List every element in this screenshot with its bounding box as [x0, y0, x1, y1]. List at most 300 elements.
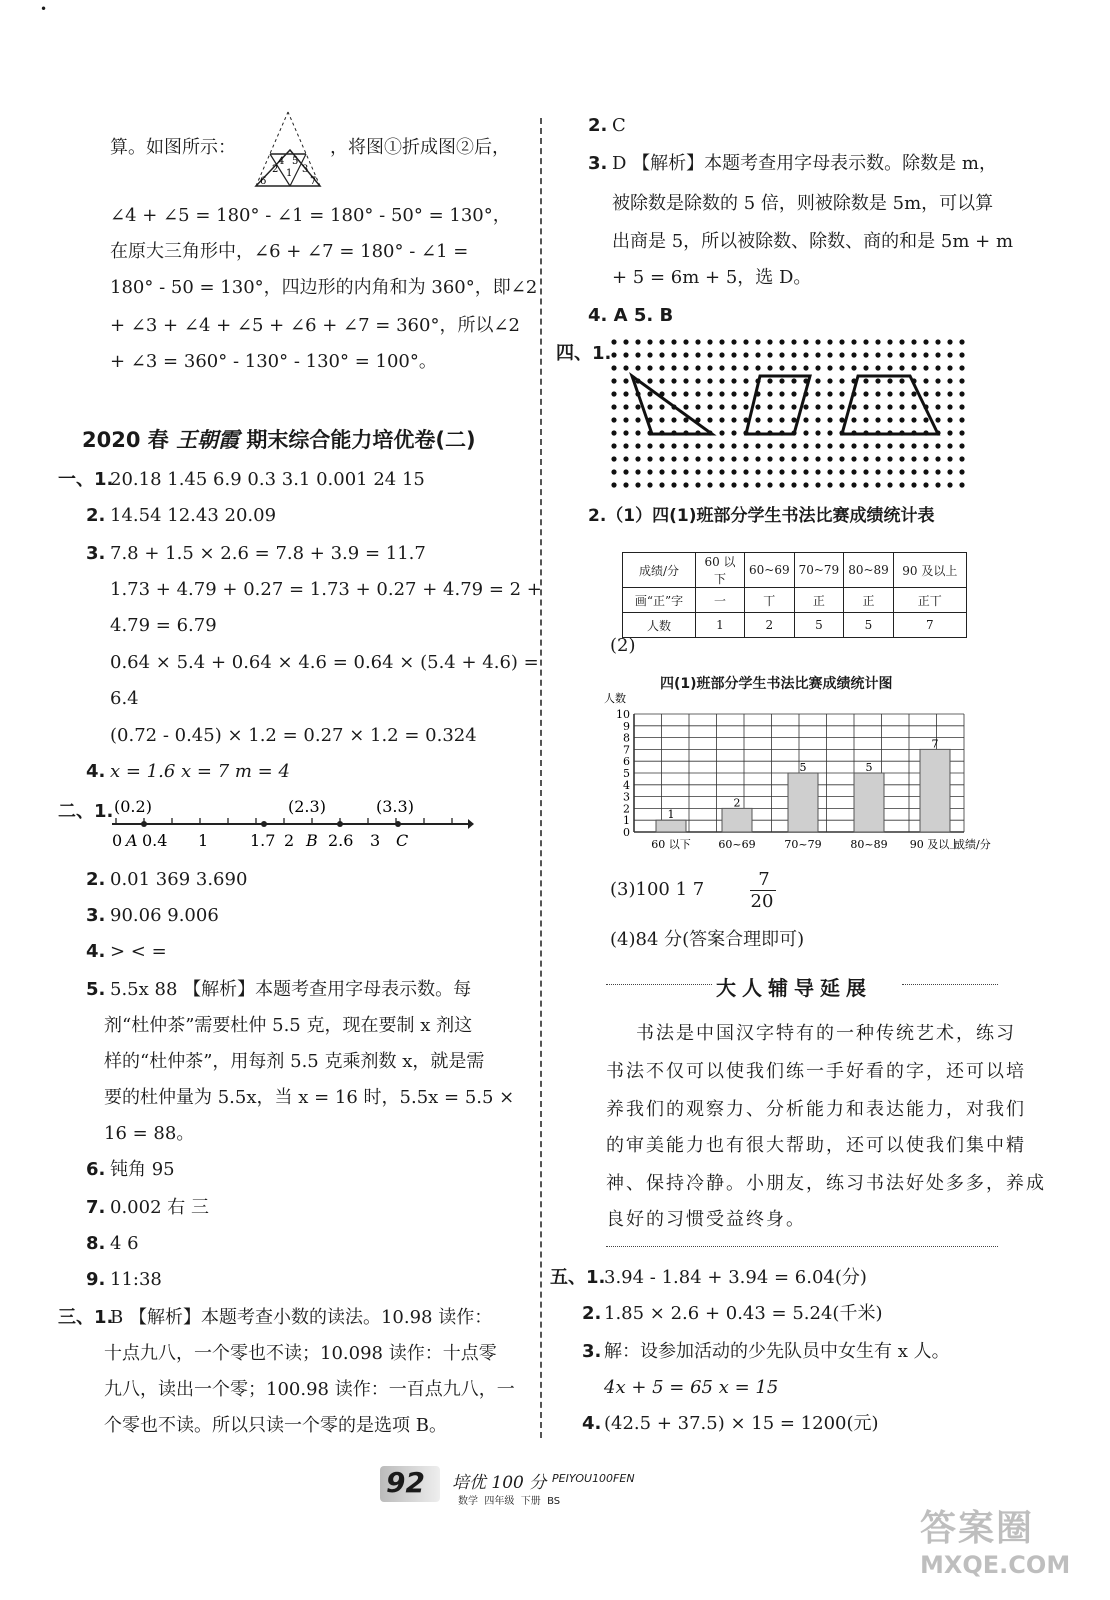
- nl-bottom-label: A: [126, 831, 138, 850]
- grid-dot: [779, 417, 784, 422]
- grid-dot: [731, 404, 736, 409]
- grid-dot: [815, 456, 820, 461]
- grid-dot: [659, 417, 664, 422]
- grid-dot: [767, 417, 772, 422]
- grid-dot: [755, 352, 760, 357]
- grid-dot: [875, 352, 880, 357]
- grid-dot: [887, 469, 892, 474]
- bar: [920, 749, 950, 832]
- grid-dot: [827, 469, 832, 474]
- chart-title: 四(1)班部分学生书法比赛成绩统计图: [660, 676, 893, 692]
- grid-dot: [635, 417, 640, 422]
- y-tick-label: 8: [623, 731, 630, 745]
- grid-dot: [707, 443, 712, 448]
- grid-dot: [875, 469, 880, 474]
- grid-dot: [779, 443, 784, 448]
- grid-dot: [815, 430, 820, 435]
- answer-line: (42.5 + 37.5) × 15 = 1200(元): [604, 1413, 879, 1434]
- q-number: 3.: [86, 905, 106, 926]
- grid-dot: [911, 365, 916, 370]
- grid-dot: [803, 365, 808, 370]
- answer-line: 4.79 = 6.79: [110, 615, 217, 636]
- nl-bottom-label: 3: [370, 831, 381, 850]
- grid-dot: [671, 417, 676, 422]
- grid-dot: [647, 352, 652, 357]
- answer-line: 解：设参加活动的少先队员中女生有 x 人。: [604, 1341, 950, 1362]
- grid-dot: [611, 430, 616, 435]
- grid-dot: [863, 469, 868, 474]
- table-cell: 70~79: [794, 553, 844, 588]
- grid-dot: [719, 378, 724, 383]
- grid-dot: [815, 365, 820, 370]
- grid-dot: [671, 352, 676, 357]
- grid-dot: [755, 469, 760, 474]
- grid-dot: [731, 482, 736, 487]
- grid-dot: [839, 378, 844, 383]
- grid-dot: [755, 404, 760, 409]
- grid-dot: [647, 404, 652, 409]
- grid-dot: [719, 391, 724, 396]
- grid-dot: [755, 417, 760, 422]
- grid-dot: [731, 430, 736, 435]
- grid-dot: [755, 443, 760, 448]
- grid-dot: [623, 404, 628, 409]
- box-rule: [902, 984, 998, 985]
- nl-top-label: (2.3): [288, 797, 326, 816]
- q-number: 3.: [582, 1341, 602, 1362]
- grid-dot: [839, 443, 844, 448]
- grid-dot: [899, 456, 904, 461]
- grid-dot: [935, 378, 940, 383]
- grid-dot: [923, 378, 928, 383]
- grid-dot: [623, 443, 628, 448]
- grid-dot: [923, 469, 928, 474]
- parallelogram-shape: [746, 376, 810, 434]
- box-text-line: 养我们的观察力、分析能力和表达能力，对我们: [606, 1099, 1026, 1120]
- x-tick-label: 70~79: [784, 838, 822, 851]
- answer-line: 十点九八，一个零也不读；10.098 读作：十点零: [104, 1343, 497, 1364]
- grid-dot: [743, 456, 748, 461]
- answer-line: 4. A 5. B: [588, 305, 674, 326]
- grid-dot: [899, 404, 904, 409]
- grid-dot: [695, 482, 700, 487]
- grid-dot: [863, 417, 868, 422]
- grid-dot: [887, 339, 892, 344]
- table-cell: 正丅: [893, 588, 966, 613]
- q-number: 8.: [86, 1233, 106, 1254]
- answer-line: 被除数是除数的 5 倍，则被除数是 5m，可以算: [612, 193, 994, 214]
- grid-dot: [695, 339, 700, 344]
- section-title-name: 期末综合能力培优卷(二): [246, 428, 476, 452]
- score-table: [622, 552, 967, 638]
- grid-dot: [839, 391, 844, 396]
- grid-dot: [851, 404, 856, 409]
- page-number: 92: [386, 1466, 425, 1499]
- grid-dot: [683, 365, 688, 370]
- grid-dot: [767, 339, 772, 344]
- grid-dot: [851, 456, 856, 461]
- grid-dot: [947, 443, 952, 448]
- grid-dot: [683, 404, 688, 409]
- answer-line: C: [612, 115, 626, 136]
- grid-dot: [647, 482, 652, 487]
- grid-dot: [707, 456, 712, 461]
- grid-dot: [935, 352, 940, 357]
- grid-dot: [767, 391, 772, 396]
- grid-dot: [815, 352, 820, 357]
- grid-dot: [755, 482, 760, 487]
- book-info: 数学 四年级 下册 BS: [458, 1496, 561, 1507]
- y-axis-label: 人数: [604, 692, 626, 705]
- grid-dot: [719, 404, 724, 409]
- grid-dot: [839, 482, 844, 487]
- tri-label: 6: [260, 176, 267, 187]
- grid-dot: [863, 391, 868, 396]
- sub-label: (2): [610, 635, 636, 656]
- grid-dot: [695, 391, 700, 396]
- grid-dot: [743, 482, 748, 487]
- table-cell: 正: [794, 588, 844, 613]
- grid-dot: [875, 404, 880, 409]
- grid-dot: [875, 482, 880, 487]
- grid-dot: [899, 443, 904, 448]
- grid-dot: [779, 339, 784, 344]
- grid-dot: [959, 456, 964, 461]
- grid-dot: [683, 443, 688, 448]
- grid-dot: [911, 404, 916, 409]
- grid-dot: [623, 365, 628, 370]
- grid-dot: [791, 339, 796, 344]
- grid-dot: [683, 482, 688, 487]
- grid-dot: [683, 339, 688, 344]
- grid-dot: [635, 404, 640, 409]
- q-number: 2.: [86, 505, 106, 526]
- grid-dot: [743, 365, 748, 370]
- q-label: 五、1.: [550, 1267, 606, 1288]
- grid-dot: [803, 352, 808, 357]
- answer-line: 0.64 × 5.4 + 0.64 × 4.6 = 0.64 × (5.4 + 4.6) =: [110, 652, 539, 673]
- table-cell: 人数: [623, 613, 696, 638]
- answer-line: D 【解析】本题考查用字母表示数。除数是 m，: [612, 153, 997, 174]
- triangle-figure: [248, 108, 328, 190]
- grid-dot: [779, 365, 784, 370]
- number-line: [108, 796, 474, 856]
- grid-dot: [935, 482, 940, 487]
- grid-dot: [923, 339, 928, 344]
- grid-dot: [635, 469, 640, 474]
- grid-dot: [827, 339, 832, 344]
- table-row: [623, 588, 967, 613]
- grid-dot: [659, 352, 664, 357]
- grid-dot: [611, 404, 616, 409]
- x-tick-label: 80~89: [850, 838, 888, 851]
- tri-label: 4: [278, 156, 285, 167]
- grid-dot: [863, 352, 868, 357]
- grid-dot: [791, 352, 796, 357]
- q-number: 2.: [588, 115, 608, 136]
- grid-dot: [767, 469, 772, 474]
- grid-dot: [923, 352, 928, 357]
- table-cell: 90 及以上: [893, 553, 966, 588]
- grid-dot: [731, 339, 736, 344]
- triangle-shape: [632, 376, 712, 434]
- box-text-line: 良好的习惯受益终身。: [606, 1209, 806, 1230]
- grid-dot: [659, 404, 664, 409]
- grid-dot: [863, 482, 868, 487]
- grid-dot: [623, 417, 628, 422]
- grid-dot: [875, 339, 880, 344]
- q-number: 7.: [86, 1197, 106, 1218]
- q-label: 一、1.: [58, 469, 114, 490]
- q-label: 二、1.: [58, 801, 114, 822]
- answer-line: 90.06 9.006: [110, 905, 219, 926]
- grid-dot: [791, 365, 796, 370]
- q-number: 5.: [86, 979, 106, 1000]
- grid-dot: [887, 417, 892, 422]
- grid-dot: [611, 391, 616, 396]
- table-cell: 80~89: [844, 553, 894, 588]
- grid-dot: [899, 469, 904, 474]
- grid-dot: [959, 352, 964, 357]
- brand-name: 培优 100 分: [452, 1473, 547, 1493]
- bar-chart: [596, 690, 1010, 860]
- grid-dot: [719, 456, 724, 461]
- bar-value-label: 2: [733, 796, 741, 810]
- grid-dot: [959, 404, 964, 409]
- watermark-text: 答案圈: [920, 1508, 1035, 1549]
- table-row: [623, 613, 967, 638]
- grid-dot: [827, 443, 832, 448]
- section-title-year: 2020 春: [82, 428, 169, 452]
- grid-dot: [635, 352, 640, 357]
- grid-dot: [803, 443, 808, 448]
- grid-dot: [803, 404, 808, 409]
- answer-line: 1.73 + 4.79 + 0.27 = 1.73 + 0.27 + 4.79 = 2 +: [110, 579, 542, 600]
- box-text-line: 书法是中国汉字特有的一种传统艺术，练习: [636, 1023, 1016, 1044]
- tri-label: 3: [302, 164, 309, 175]
- nl-bottom-label: 0: [112, 831, 123, 850]
- fraction-numerator: 7: [758, 869, 770, 890]
- y-tick-label: 1: [623, 814, 630, 828]
- nl-top-label: (0.2): [114, 797, 152, 816]
- grid-dot: [611, 482, 616, 487]
- table-cell: 2: [745, 613, 795, 638]
- grid-dot: [899, 352, 904, 357]
- x-tick-label: 90 及以上: [909, 838, 961, 851]
- grid-dot: [707, 482, 712, 487]
- grid-dot: [611, 443, 616, 448]
- grid-dot: [791, 456, 796, 461]
- grid-dot: [779, 352, 784, 357]
- answer-line: 样的“杜仲茶”，用每剂 5.5 克乘剂数 x，就是需: [104, 1051, 485, 1072]
- q-number: 2.: [86, 869, 106, 890]
- section-title: [82, 428, 476, 452]
- grid-dot: [743, 391, 748, 396]
- grid-dot: [947, 378, 952, 383]
- grid-dot: [731, 378, 736, 383]
- grid-dot: [767, 404, 772, 409]
- table-cell: 丅: [745, 588, 795, 613]
- grid-dot: [899, 365, 904, 370]
- bar: [722, 808, 752, 832]
- grid-dot: [695, 352, 700, 357]
- grid-dot: [719, 430, 724, 435]
- grid-dot: [923, 443, 928, 448]
- grid-dot: [731, 391, 736, 396]
- answer-line: (0.72 - 0.45) × 1.2 = 0.27 × 1.2 = 0.324: [110, 725, 477, 746]
- grid-dot: [707, 469, 712, 474]
- grid-dot: [887, 391, 892, 396]
- grid-dot: [791, 378, 796, 383]
- proof-line: 在原大三角形中，∠6 + ∠7 = 180° - ∠1 =: [110, 241, 469, 262]
- q-label: 三、1.: [58, 1307, 114, 1328]
- grid-dot: [731, 417, 736, 422]
- grid-dot: [671, 443, 676, 448]
- bar: [854, 773, 884, 832]
- grid-dot: [911, 339, 916, 344]
- grid-dot: [875, 391, 880, 396]
- grid-dot: [659, 456, 664, 461]
- table-cell: 7: [893, 613, 966, 638]
- grid-dot: [635, 430, 640, 435]
- box-rule: [606, 984, 712, 985]
- table-cell: 成绩/分: [623, 553, 696, 588]
- grid-dot: [851, 365, 856, 370]
- grid-dot: [875, 456, 880, 461]
- grid-dot: [815, 469, 820, 474]
- grid-dot: [707, 365, 712, 370]
- grid-dot: [659, 482, 664, 487]
- x-tick-label: 60 以下: [651, 838, 691, 851]
- grid-dot: [647, 469, 652, 474]
- table-row: [623, 553, 967, 588]
- grid-dot: [887, 365, 892, 370]
- grid-dot: [767, 443, 772, 448]
- y-tick-label: 10: [616, 708, 630, 721]
- y-tick-label: 6: [623, 755, 630, 769]
- table-cell: 一: [696, 588, 745, 613]
- nl-bottom-label: 1: [198, 831, 209, 850]
- answer-line: (3)100 1 7: [610, 879, 705, 900]
- grid-dot: [659, 365, 664, 370]
- dot-grid-figure: [608, 338, 968, 494]
- grid-dot: [803, 417, 808, 422]
- y-tick-label: 4: [623, 778, 630, 792]
- grid-dot: [947, 430, 952, 435]
- grid-dot: [731, 352, 736, 357]
- grid-dot: [875, 378, 880, 383]
- grid-dot: [647, 456, 652, 461]
- grid-dot: [815, 391, 820, 396]
- grid-dot: [695, 443, 700, 448]
- grid-dot: [779, 482, 784, 487]
- bar-value-label: 5: [799, 761, 807, 774]
- grid-dot: [899, 391, 904, 396]
- answer-line: 3.94 - 1.84 + 3.94 = 6.04(分): [604, 1267, 867, 1288]
- grid-dot: [719, 339, 724, 344]
- y-tick-label: 2: [623, 802, 630, 816]
- grid-dot: [659, 339, 664, 344]
- grid-dot: [731, 469, 736, 474]
- grid-dot: [635, 482, 640, 487]
- grid-dot: [923, 391, 928, 396]
- grid-dot: [779, 456, 784, 461]
- nl-bottom-label: 0.4: [142, 831, 168, 850]
- grid-dot: [791, 482, 796, 487]
- grid-dot: [959, 378, 964, 383]
- answer-line: 钝角 95: [110, 1159, 175, 1180]
- grid-dot: [803, 339, 808, 344]
- grid-dot: [779, 404, 784, 409]
- answer-line: 九八，读出一个零；100.98 读作：一百点九八，一: [104, 1379, 515, 1400]
- grid-dot: [611, 339, 616, 344]
- answer-line: 1.85 × 2.6 + 0.43 = 5.24(千米): [604, 1303, 883, 1324]
- y-tick-label: 0: [623, 826, 630, 839]
- grid-dot: [827, 404, 832, 409]
- grid-dot: [695, 469, 700, 474]
- grid-dot: [695, 404, 700, 409]
- table-caption: 2.（1）四(1)班部分学生书法比赛成绩统计表: [588, 506, 935, 526]
- table-cell: 60~69: [745, 553, 795, 588]
- grid-dot: [947, 482, 952, 487]
- y-tick-label: 9: [623, 719, 630, 733]
- y-tick-label: 7: [623, 743, 630, 757]
- grid-dot: [695, 456, 700, 461]
- box-title: 大人辅导延展: [716, 976, 872, 1000]
- grid-dot: [779, 469, 784, 474]
- q-number: 3.: [588, 153, 608, 174]
- answer-line: 6.4: [110, 688, 139, 709]
- grid-dot: [683, 352, 688, 357]
- grid-dot: [635, 456, 640, 461]
- answer-line: 20.18 1.45 6.9 0.3 3.1 0.001 24 15: [110, 469, 425, 490]
- nl-bottom-label: 2: [284, 831, 295, 850]
- answer-line: 个零也不读。所以只读一个零的是选项 B。: [104, 1415, 447, 1436]
- grid-dot: [671, 365, 676, 370]
- grid-dot: [815, 482, 820, 487]
- grid-dot: [731, 365, 736, 370]
- nl-bottom-label: C: [396, 831, 409, 850]
- grid-dot: [755, 365, 760, 370]
- grid-dot: [935, 417, 940, 422]
- column-divider: [540, 118, 542, 1438]
- grid-dot: [923, 482, 928, 487]
- grid-dot: [863, 365, 868, 370]
- grid-dot: [827, 456, 832, 461]
- grid-dot: [707, 339, 712, 344]
- grid-dot: [851, 443, 856, 448]
- grid-dot: [911, 443, 916, 448]
- answer-line: 要的杜仲量为 5.5x，当 x = 16 时，5.5x = 5.5 ×: [104, 1087, 515, 1108]
- watermark-url: MXQE.COM: [920, 1551, 1071, 1579]
- grid-dot: [827, 378, 832, 383]
- answer-line: 11:38: [110, 1269, 162, 1290]
- grid-dot: [647, 339, 652, 344]
- grid-dot: [959, 417, 964, 422]
- answer-line: 5.5x 88 【解析】本题考查用字母表示数。每: [110, 979, 472, 1000]
- grid-dot: [959, 469, 964, 474]
- grid-dot: [851, 469, 856, 474]
- grid-dot: [839, 404, 844, 409]
- grid-dot: [959, 482, 964, 487]
- grid-dot: [851, 417, 856, 422]
- grid-dot: [683, 469, 688, 474]
- answer-line: 0.01 369 3.690: [110, 869, 248, 890]
- grid-dot: [695, 365, 700, 370]
- grid-dot: [755, 339, 760, 344]
- grid-dot: [827, 352, 832, 357]
- grid-dot: [863, 443, 868, 448]
